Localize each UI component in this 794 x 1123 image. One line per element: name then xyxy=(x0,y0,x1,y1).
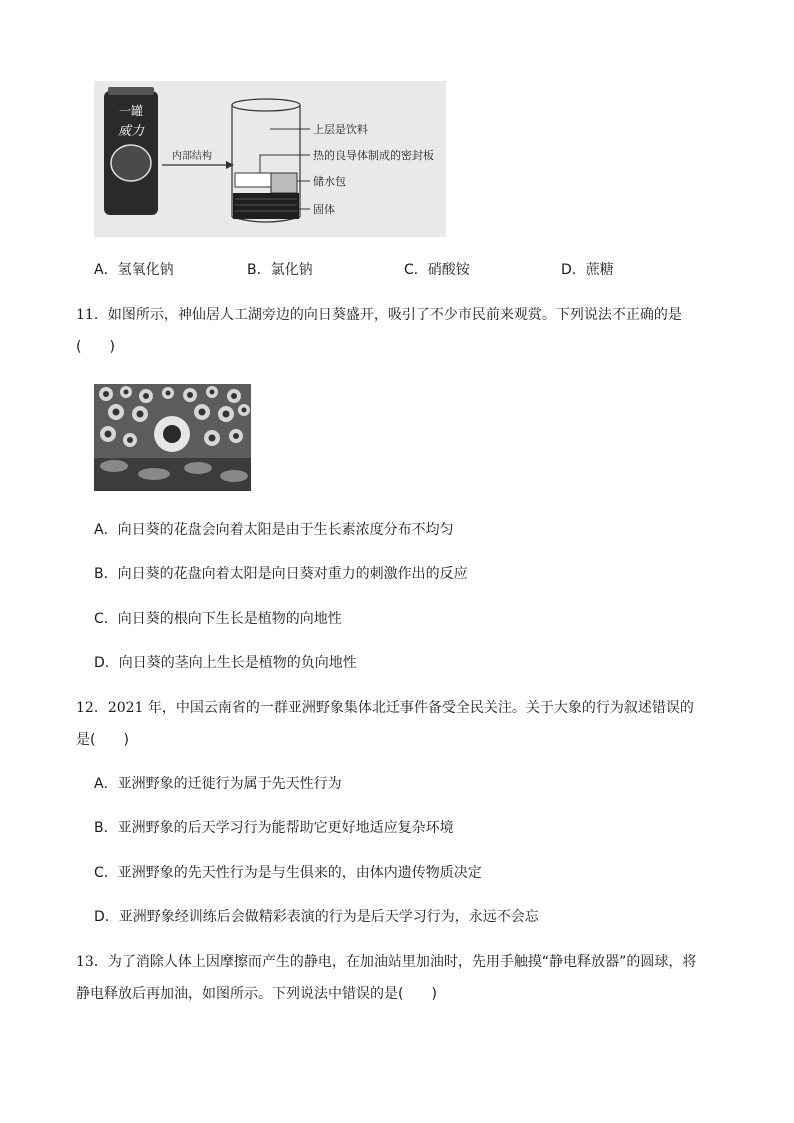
q11-option-c: C．向日葵的根向下生长是植物的向地性 xyxy=(94,611,342,627)
q11-stem-line1 xyxy=(76,306,682,324)
q12-option-d: D．亚洲野象经训练后会做精彩表演的行为是后天学习行为，永远不会忘 xyxy=(94,909,539,925)
solid-layer xyxy=(233,193,299,219)
q12-stem-text: 年，中国云南省的一群亚洲野象集体北迁事件备受全民关注。关于大象的行为叙述错误的 xyxy=(143,700,694,716)
q12-dot: ． xyxy=(93,700,108,716)
q13-stem-line1 xyxy=(76,953,696,971)
sunflower-photo xyxy=(94,384,251,491)
can-text-top: 一罐 xyxy=(118,104,144,118)
q11-option-d: D．向日葵的茎向上生长是植物的负向地性 xyxy=(94,655,357,671)
q12-stem-line1 xyxy=(76,699,694,717)
q13-stem-line2: 静电释放后再加油，如图所示。下列说法中错误的是( ) xyxy=(76,986,437,1002)
sunflower-image xyxy=(94,384,251,491)
q10-option-c: C．硝酸铵 xyxy=(404,262,470,278)
can-structure-figure xyxy=(94,81,446,237)
q13-stem-text: ．为了消除人体上因摩擦而产生的静电，在加油站里加油时，先用手触摸“静电释放器”的圆球，将 xyxy=(93,954,697,970)
arrow-head xyxy=(226,161,234,169)
label-seal-plate: 热的良导体制成的密封板 xyxy=(313,149,434,162)
q11-number: 11 xyxy=(76,307,94,323)
label-solid: 固体 xyxy=(313,203,335,216)
water-bag xyxy=(271,173,297,193)
q11-option-b: B．向日葵的花盘向着太阳是向日葵对重力的刺激作出的反应 xyxy=(94,566,468,582)
can-structure-diagram xyxy=(94,81,446,237)
q12-number: 12 xyxy=(76,700,94,716)
label-water-bag: 储水包 xyxy=(313,175,346,188)
leader-2 xyxy=(260,155,310,173)
q10-option-b: B．氯化钠 xyxy=(247,262,313,278)
q12-option-c: C．亚洲野象的先天性行为是与生俱来的，由体内遗传物质决定 xyxy=(94,865,482,881)
label-beverage: 上层是饮料 xyxy=(313,123,368,136)
q10-option-a: A．氢氧化钠 xyxy=(94,262,174,278)
q12-option-a: A．亚洲野象的迁徙行为属于先天性行为 xyxy=(94,776,342,792)
q11-stem-line2: ( ) xyxy=(76,339,115,355)
q12-stem-line2: 是( ) xyxy=(76,732,129,748)
q10-option-d: D．蔗糖 xyxy=(561,262,614,278)
can-emblem xyxy=(111,145,151,181)
q11-stem-text: ．如图所示，神仙居人工湖旁边的向日葵盛开，吸引了不少市民前来观赏。下列说法不正确的是 xyxy=(93,307,682,323)
can-lid xyxy=(108,87,154,95)
q11-option-a: A．向日葵的花盘会向着太阳是由于生长素浓度分布不均匀 xyxy=(94,522,454,538)
q12-option-b: B．亚洲野象的后天学习行为能帮助它更好地适应复杂环境 xyxy=(94,820,454,836)
can-text-mid: 威力 xyxy=(117,124,145,139)
cylinder-top xyxy=(232,99,300,111)
q13-number: 13 xyxy=(76,954,94,970)
q12-year: 2021 xyxy=(107,700,144,716)
sealing-plate xyxy=(235,173,271,187)
arrow-label: 内部结构 xyxy=(172,151,212,162)
main-sunflower-center xyxy=(163,425,181,443)
